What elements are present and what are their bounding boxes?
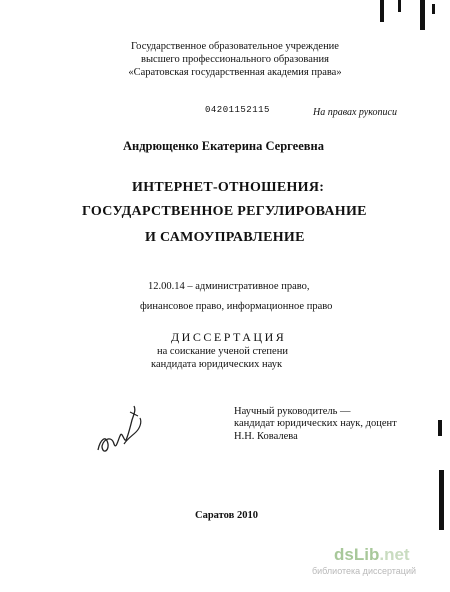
supervisor-line-2: кандидат юридических наук, доцент bbox=[234, 418, 397, 429]
city-year: Саратов 2010 bbox=[195, 510, 258, 521]
manuscript-note: На правах рукописи bbox=[313, 107, 397, 118]
degree-line-1: на соискание ученой степени bbox=[157, 346, 288, 357]
dslib-subtitle: библиотека диссертаций bbox=[312, 566, 417, 576]
dslib-logo-domain: .net bbox=[379, 545, 410, 564]
dslib-watermark[interactable] bbox=[312, 545, 446, 577]
scan-artifact-right-2 bbox=[439, 470, 444, 530]
title-line-1: ИНТЕРНЕТ-ОТНОШЕНИЯ: bbox=[132, 180, 325, 195]
title-line-2: ГОСУДАРСТВЕННОЕ РЕГУЛИРОВАНИЕ bbox=[82, 204, 367, 219]
author-name: Андрющенко Екатерина Сергеевна bbox=[123, 139, 324, 153]
specialty-line-2: финансовое право, информационное право bbox=[140, 301, 333, 312]
dslib-logo-name: dsLib bbox=[334, 545, 380, 564]
dslib-logo bbox=[334, 545, 446, 565]
degree-line-2: кандидата юридических наук bbox=[151, 359, 283, 370]
institution-line-3: «Саратовская государственная академия права» bbox=[128, 67, 342, 78]
title-line-3: И САМОУПРАВЛЕНИЕ bbox=[145, 230, 305, 245]
document-code: 04201152115 bbox=[205, 105, 270, 115]
scan-artifact-top-3 bbox=[420, 0, 425, 30]
dissertation-heading: ДИССЕРТАЦИЯ bbox=[171, 330, 287, 344]
specialty-line-1: 12.00.14 – административное право, bbox=[148, 281, 310, 292]
supervisor-line-1: Научный руководитель — bbox=[234, 406, 351, 417]
scan-artifact-top-1 bbox=[380, 0, 384, 22]
institution-line-2: высшего профессионального образования bbox=[141, 54, 329, 65]
institution-block bbox=[10, 40, 450, 79]
scan-artifact-top-2 bbox=[398, 0, 401, 12]
scan-artifact-top-4 bbox=[432, 4, 435, 14]
scan-artifact-right-1 bbox=[438, 420, 442, 436]
handwritten-signature bbox=[94, 400, 154, 460]
institution-line-1: Государственное образовательное учреждение bbox=[131, 41, 339, 52]
supervisor-line-3: Н.Н. Ковалева bbox=[234, 431, 298, 442]
